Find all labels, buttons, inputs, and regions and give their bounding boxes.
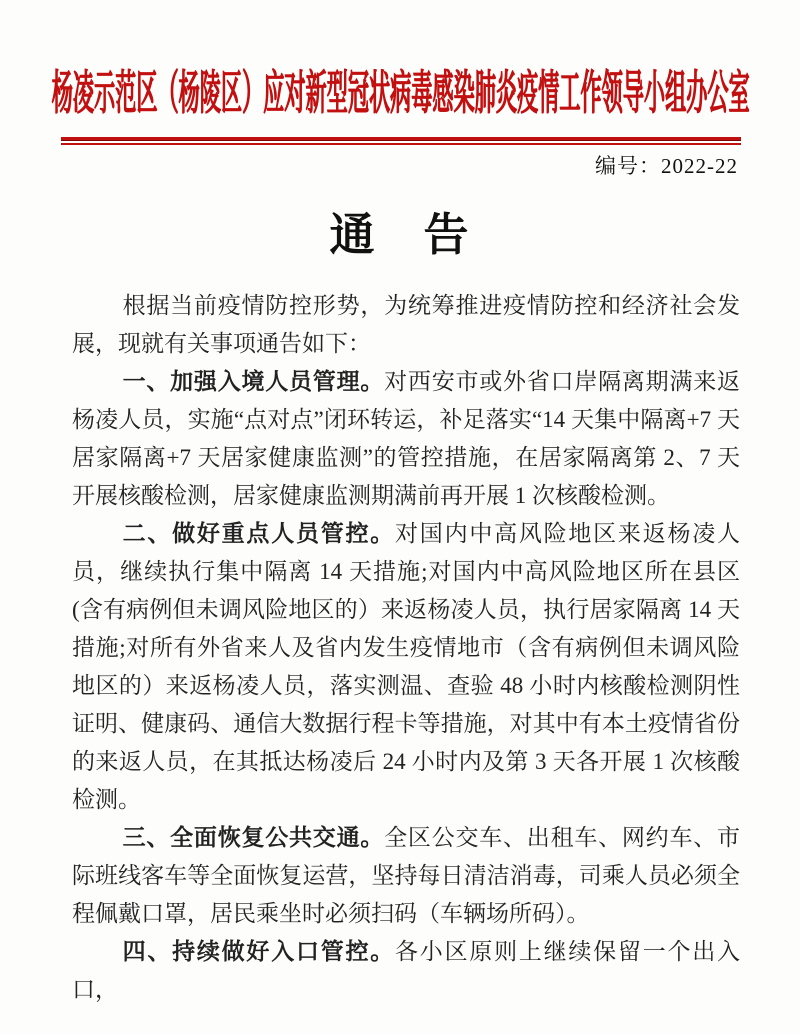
divider-thin-line <box>61 143 741 145</box>
paragraph-text: 对国内中高风险地区来返杨凌人员，继续执行集中隔离 14 天措施;对国内中高风险地区所在县区(含有病例但未调风险地区的）来返杨凌人员，执行居家隔离 14 天措施;对所有外省来人及省内发生疫情地市（含有病例但未调风险地区的）来返杨凌人员，落实测温、查验 48 小时内核酸检测阴性证明、健康码、通信大数据行程卡等措施，对其中有本土疫情省份的来返人员，在其抵达杨凌后 24 小时内及第 3 天各开展 1 次核酸检测。 <box>72 521 741 812</box>
paragraph-lead: 三、全面恢复公共交通。 <box>122 825 385 850</box>
document-header <box>0 48 800 130</box>
paragraph-text: 各小区原则上继续保留一个出入口， <box>72 939 741 1002</box>
notice-paragraph <box>72 515 740 819</box>
divider-thick-line <box>61 137 741 141</box>
notice-paragraph <box>72 933 740 1009</box>
doc-number: 编号：2022-22 <box>595 154 738 178</box>
notice-paragraph <box>72 287 740 363</box>
org-title: 杨凌示范区（杨陵区）应对新型冠状病毒感染肺炎疫情工作领导小组办公室 <box>51 67 749 120</box>
notice-paragraph <box>72 363 740 515</box>
paragraph-text: 全区公交车、出租车、网约车、市际班线客车等全面恢复运营，坚持每日清洁消毒，司乘人员必须全程佩戴口罩，居民乘坐时必须扫码（车辆场所码）。 <box>72 825 741 926</box>
paragraph-lead: 二、做好重点人员管控。 <box>122 521 396 546</box>
paragraph-text: 根据当前疫情防控形势，为统筹推进疫情防控和经济社会发展，现就有关事项通告如下： <box>72 293 740 356</box>
paragraph-text: 对西安市或外省口岸隔离期满来返杨凌人员，实施“点对点”闭环转运，补足落实“14 天集中隔离+7 天居家隔离+7 天居家健康监测”的管控措施，在居家隔离第 2、7 天开展核酸检测，居家健康监测期满前再开展 1 次核酸检测。 <box>72 369 741 508</box>
notice-title: 通 告 <box>329 210 471 260</box>
paragraph-lead: 四、持续做好入口管控。 <box>122 939 396 964</box>
notice-body <box>72 287 740 1009</box>
notice-paragraph <box>72 819 740 933</box>
paragraph-lead: 一、加强入境人员管理。 <box>122 369 385 394</box>
header-divider <box>61 137 741 145</box>
